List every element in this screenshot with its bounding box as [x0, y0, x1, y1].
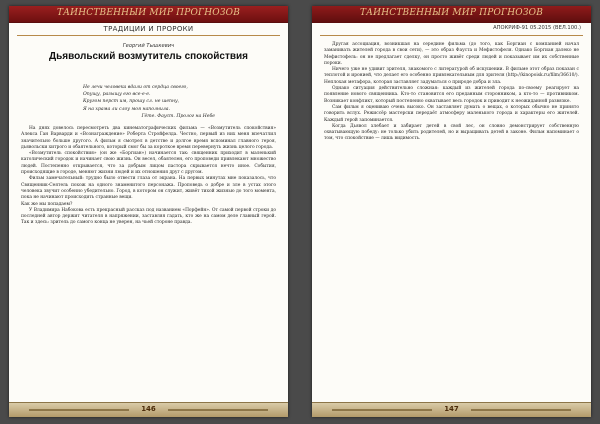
paragraph: Фильм замечательный: трудно было отвести глаза от экрана. На первых минутах мне показалось, что Священник-Сеятель похож на одного знаменитого персонажа. Проповедь о добре и зле в устах этого человека звучит особенно убедительно. Город, в котором он служит, живёт тихой жизнью до того момента, пока не начинают происходить странные вещи.	[21, 176, 276, 201]
right-footer-bar	[312, 402, 591, 417]
section-divider	[320, 35, 583, 36]
paragraph: Ничего уже не удивит зрителя, знакомого с литературой об искушении. В фильме этот образ показан с теплотой и иронией, что делает его особенно привлекательным для зрителя (http://kinopoisk.ru/film/36610/). Неплохая метафора, которая заставляет задуматься о природе добра и зла.	[324, 67, 579, 85]
epigraph-line: Не лечи человека вдали от сердца своего,	[83, 85, 188, 90]
right-body-text	[324, 42, 579, 143]
paragraph: Другая ассоциация, возникшая на середине фильма (до того, как Боргиан с компанией начал заманивать жителей города в свои сети), — это образ Фауста и Мефистофеля. Однако Боргиан далеко не Мефистофель: он не предлагает сделку, он просто живёт среди людей и показывает им их собственные пороки.	[324, 42, 579, 66]
right-header-title: ТАИНСТВЕННЫЙ МИР ПРОГНОЗОВ	[359, 8, 544, 18]
left-header-bar	[9, 6, 288, 23]
paragraph: У Владимира Набокова есть прекрасный рассказ под названием «Порфейн». От самой первой строки до последней автор держит читателя в напряжении, заставляя гадать, кто же на самом деле главный герой. Так и здесь: зритель до самого конца не уверен, на чьей стороне правда.	[21, 207, 276, 226]
left-page	[9, 6, 288, 417]
left-footer-bar	[9, 402, 288, 417]
article-title: Дьявольский возмутитель спокойствия	[49, 51, 248, 62]
right-page	[312, 6, 591, 417]
paragraph: На днях довелось пересмотреть два кинематографических фильма — «Возмутитель спокойствия» Алекса Ган Варварди и «Вознаграждение» Роберта Стройфелда. Честно, первый из них меня впечатлил значительно больше другого. А фильм я смотрел в детстве и долгое время вспоминал главного героя, дьявольски хитрого и обаятельного, который смог бы за короткое время перевернуть жизнь целого города.	[21, 126, 276, 150]
left-header-title: ТАИНСТВЕННЫЙ МИР ПРОГНОЗОВ	[56, 8, 241, 18]
right-header-bar	[312, 6, 591, 23]
epigraph-line: Опущу, разыщу его все-е-е.	[83, 92, 151, 98]
article-author: Георгий Тышкевич	[122, 43, 175, 49]
paragraph: Когда Дьявол хлебает и забирает детей в свой лес, он словно демонстрирует собственную охватывающую победу: не только убить родителей, но и выращивать детей в законе. Фильм напоминает о том, что спокойствие — лишь видимость.	[324, 123, 579, 142]
paragraph: Как же мы попадаем?	[21, 201, 73, 207]
apocrypha-line: АПОКРИФ-91 05.2015 (ВЕЛ.100.)	[493, 25, 581, 31]
epigraph	[83, 84, 223, 120]
section-title: ТРАДИЦИИ И ПРОРОКИ	[103, 25, 194, 33]
paragraph: Однако ситуация действительно сложная: каждый из жителей города по-своему реагирует на появление нового священника. Кто-то становится его преданным сторонником, а кто-то — противником. Возникает конфликт, который постепенно охватывает весь городок и приводит к неожиданной развязке.	[324, 86, 579, 104]
epigraph-line: Я на храма ли слоу моя наполнила.	[83, 106, 171, 112]
page-number: 146	[141, 405, 156, 413]
section-divider	[17, 35, 280, 36]
paragraph: Сам фильм я оцениваю очень высоко. Он заставляет думать о вещах, о которых обычно не принято говорить вслух. Режиссёр мастерски передаёт атмосферу маленького города и характеры его жителей. Каждый герой запоминается.	[324, 104, 579, 123]
epigraph-source: Гёте. Фауст. Пролог на Небе	[141, 113, 215, 119]
left-body-text	[21, 126, 276, 227]
paragraph: «Возмутитель спокойствия» (он же «Боргиан») начинается так: священник приходит в маленький католический городок и начинает свою жизнь. Он весел, обаятелен, его проповеди привлекают множество людей. Постепенно открывается, что за добрым лицом пастора скрывается нечто иное. События, происходящие в городе, меняют жизни людей и их отношения друг с другом.	[21, 151, 276, 176]
page-number: 147	[444, 405, 459, 413]
epigraph-line: Кругом перст им, прошу сл. не шепну,	[83, 99, 180, 105]
